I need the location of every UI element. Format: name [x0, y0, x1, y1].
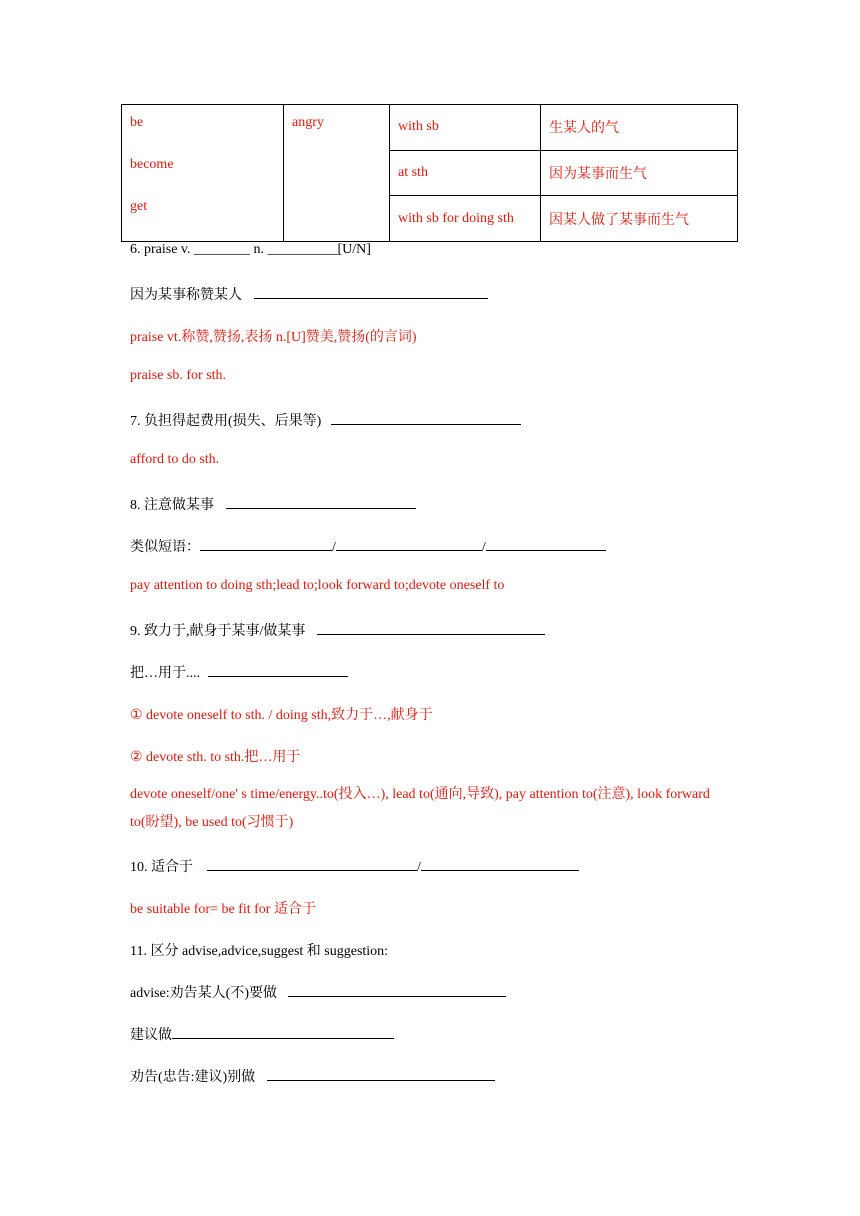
question-11-b-text: 建议做	[130, 1028, 172, 1043]
answer-7: afford to do sth.	[130, 452, 220, 467]
meaning-cell: 因某人做了某事而生气	[541, 196, 738, 242]
question-6-sub	[130, 284, 488, 304]
question-8-text: 8. 注意做某事	[130, 498, 214, 513]
question-7	[130, 410, 521, 430]
answer-8: pay attention to doing sth;lead to;look forward to;devote oneself to	[130, 578, 505, 593]
answer-9-2: ② devote sth. to sth.把…用于	[130, 750, 301, 765]
question-9-sub	[130, 662, 348, 682]
answer-blank[interactable]	[200, 536, 332, 551]
answer-blank[interactable]	[267, 1066, 495, 1081]
answer-blank[interactable]	[336, 536, 482, 551]
answer-blank[interactable]	[226, 494, 416, 509]
table-row	[122, 105, 738, 151]
question-10: 10. 适合于 /	[130, 856, 579, 876]
adjective-angry: angry	[292, 115, 324, 130]
question-10-text: 10. 适合于	[130, 860, 193, 875]
question-9	[130, 620, 545, 640]
question-6: 6. praise v. ________ n. __________[U/N]	[130, 242, 371, 257]
answer-blank[interactable]	[331, 410, 521, 425]
angry-phrase-table	[121, 104, 738, 242]
question-9-text: 9. 致力于,献身于某事/做某事	[130, 624, 306, 639]
question-11-a-text: advise:劝告某人(不)要做	[130, 986, 277, 1001]
answer-9-1: ① devote oneself to sth. / doing sth,致力于…,献身于	[130, 708, 433, 723]
answer-blank[interactable]	[421, 856, 579, 871]
question-6-sub-text: 因为某事称赞某人	[130, 288, 242, 303]
answer-10: be suitable for= be fit for 适合于	[130, 902, 316, 917]
question-9-sub-text: 把…用于....	[130, 666, 200, 681]
answer-blank[interactable]	[207, 856, 417, 871]
phrase-cell: with sb for doing sth	[390, 196, 541, 242]
question-8-sub: 类似短语： / /	[130, 536, 606, 556]
question-11: 11. 区分 advise,advice,suggest 和 suggestion:	[130, 944, 389, 959]
verb-cell	[122, 105, 284, 242]
answer-blank[interactable]	[172, 1024, 394, 1039]
phrase-cell: at sth	[390, 150, 541, 196]
answer-6-1: praise vt.称赞,赞扬,表扬 n.[U]赞美,赞扬(的言词)	[130, 330, 417, 345]
question-11-a	[130, 982, 506, 1002]
adjective-cell	[284, 105, 390, 242]
answer-blank[interactable]	[486, 536, 606, 551]
question-8-sub-text: 类似短语：	[130, 540, 200, 555]
answer-9-3: devote oneself/one' s time/energy..to(投入…), lead to(通向,导致), pay attention to(注意), look forward to(盼望), be used to(习惯于)	[130, 787, 710, 830]
answer-blank[interactable]	[254, 284, 488, 299]
question-8	[130, 494, 416, 514]
verb-get: get	[130, 199, 148, 214]
question-7-text: 7. 负担得起费用(损失、后果等)	[130, 414, 322, 429]
question-11-c	[130, 1066, 495, 1086]
answer-blank[interactable]	[208, 662, 348, 677]
answer-blank[interactable]	[317, 620, 545, 635]
verb-become: become	[130, 157, 174, 172]
verb-be: be	[130, 115, 144, 130]
meaning-cell: 因为某事而生气	[541, 150, 738, 196]
answer-6-2: praise sb. for sth.	[130, 368, 227, 383]
meaning-cell: 生某人的气	[541, 105, 738, 151]
answer-blank[interactable]	[288, 982, 506, 997]
phrase-cell: with sb	[390, 105, 541, 151]
question-11-c-text: 劝告(忠告:建议)别做	[130, 1070, 256, 1085]
question-11-b	[130, 1024, 394, 1044]
